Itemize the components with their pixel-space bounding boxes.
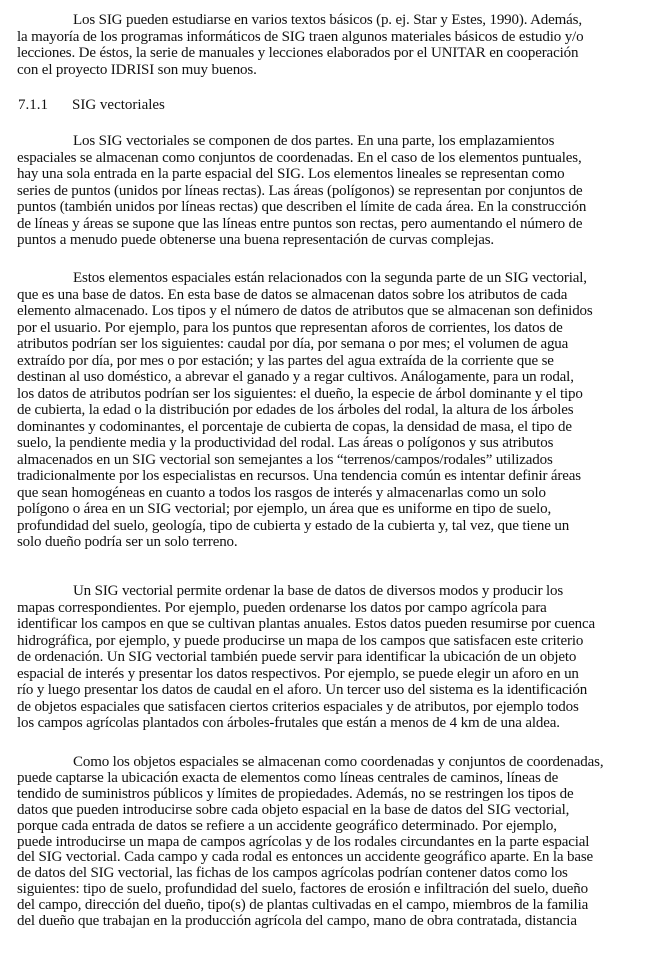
text-line: por el usuario. Por ejemplo, para los puntos que representan aforos de corrientes, los datos de [17, 319, 563, 336]
text-line: de cubierta, la edad o la distribución por edades de los árboles del rodal, la altura de los árboles [17, 402, 574, 418]
text-line: datos que pueden introducirse sobre cada objeto espacial en la base de datos del SIG vectorial, [17, 801, 570, 818]
section-number: 7.1.1 [18, 97, 48, 113]
text-line: profundidad del suelo, geología, tipo de cubierta y estado de la cubierta y, tal vez, que tiene un [17, 517, 570, 534]
text-line: tendido de suministros públicos y límites de propiedades. Además, no se restringen los tipos de [17, 785, 574, 802]
text-line: extraído por día, por mes o por estación; y las partes del agua extraída de la corriente que se [17, 352, 554, 369]
text-line: espaciales se almacenan como conjuntos de coordenadas. En el caso de los elementos puntuales, [17, 149, 582, 166]
paragraph-sorting-and-queries [17, 583, 642, 732]
section-heading [18, 97, 165, 114]
text-line: de datos del SIG vectorial, las fichas de los campos agrícolas podrían contener datos como los [17, 865, 568, 882]
text-line: del campo, dirección del dueño, tipo(s) de plantas cultivadas en el campo, miembros de la familia [17, 897, 589, 914]
text-line: mapas correspondientes. Por ejemplo, pueden ordenarse los datos por campo agrícola para [17, 599, 547, 616]
text-line: del SIG vectorial. Cada campo y cada rodal es entonces un accidente geográfico aparte. En la base [17, 849, 594, 866]
text-line: hay una sola entrada en la parte espacial del SIG. Los elementos lineales se representan como [17, 166, 565, 182]
text-line: Como los objetos espaciales se almacenan como coordenadas y conjuntos de coordenadas, [73, 754, 604, 770]
text-line: Los SIG pueden estudiarse en varios textos básicos (p. ej. Star y Estes, 1990). Además, [73, 12, 582, 28]
paragraph-coordinates-precision [17, 755, 642, 930]
paragraph-intro-references [17, 12, 642, 78]
text-line: de objetos espaciales que satisfacen ciertos criterios espaciales y de atributos, por ejemplo todos [17, 698, 579, 715]
text-line: de ordenación. Un SIG vectorial también puede servir para identificar la ubicación de un objeto [17, 649, 577, 665]
text-line: espacial de interés y presentar los datos respectivos. Por ejemplo, se puede elegir un aforo en un [17, 665, 579, 682]
text-line: destinan al uso doméstico, a abrevar el ganado y a regar cultivos. Análogamente, para un rodal, [17, 369, 574, 385]
text-line: polígono o área en un SIG vectorial; por ejemplo, un área que es uniforme en tipo de suelo, [17, 501, 552, 517]
text-line: con el proyecto IDRISI son muy buenos. [17, 61, 257, 78]
text-line: lecciones. De éstos, la serie de manuales y lecciones elaborados por el UNITAR en cooperación [17, 45, 579, 61]
text-line: series de puntos (unidos por líneas rectas). Las áreas (polígonos) se representan por conjuntos de [17, 182, 583, 199]
text-line: almacenados en un SIG vectorial son semejantes a los “terrenos/campos/rodales” utilizados [17, 451, 553, 468]
text-line: identificar los campos en que se cultivan plantas anuales. Estos datos pueden resumirse por cuenca [17, 616, 596, 632]
section-title: SIG vectoriales [72, 97, 165, 113]
text-line: tradicionalmente por los especialistas en recursos. Una tendencia común es intentar definir áreas [17, 468, 581, 484]
paragraph-attribute-database [17, 270, 642, 551]
text-line: puede captarse la ubicación exacta de elementos como líneas centrales de caminos, líneas de [17, 769, 559, 786]
text-line: dominantes y codominantes, el porcentaje de cubierta de copas, la densidad de masa, el tipo de [17, 418, 572, 435]
text-line: Los SIG vectoriales se componen de dos partes. En una parte, los emplazamientos [73, 133, 555, 149]
text-line: que es una base de datos. En esta base de datos se almacenan datos sobre los atributos de cada [17, 286, 568, 303]
text-line: la mayoría de los programas informáticos de SIG traen algunos materiales básicos de estudio y/o [17, 28, 584, 45]
text-line: elemento almacenado. Los tipos y el número de datos de atributos que se almacenan son definidos [17, 303, 593, 319]
text-line: hidrográfica, por ejemplo, y puede producirse un mapa de los campos que satisfacen este criterio [17, 632, 584, 649]
text-line: solo dueño podría ser un solo terreno. [17, 534, 238, 550]
text-line: atributos podrían ser los siguientes: caudal por día, por semana o por mes; el volumen de agua [17, 336, 569, 352]
text-line: siguientes: tipo de suelo, profundidad del suelo, factores de erosión e infiltración del suelo, dueño [17, 881, 588, 898]
text-line: los datos de atributos podrían ser los siguientes: el dueño, la especie de árbol dominante y el tipo [17, 385, 583, 402]
text-line: puntos a menudo puede obtenerse una buena representación de curvas complejas. [17, 232, 495, 248]
text-line: puede introducirse un mapa de campos agrícolas y de los rodales circundantes en la parte espacial [17, 833, 590, 850]
text-line: de líneas y áreas se supone que las líneas entre puntos son rectas, pero aumentando el número de [17, 215, 583, 232]
text-line: Un SIG vectorial permite ordenar la base de datos de diversos modos y producir los [73, 583, 564, 599]
text-line: puntos (también unidos por líneas rectas) que describen el límite de cada área. En la construcción [17, 199, 587, 215]
text-line: del dueño que trabajan en la producción agrícola del campo, mano de obra contratada, distancia [17, 913, 577, 930]
text-line: los campos agrícolas plantados con árboles-frutales que están a menos de 4 km de una aldea. [17, 715, 560, 731]
text-line: porque cada entrada de datos se refiere a un accidente geográfico determinado. Por ejemplo, [17, 817, 557, 834]
text-line: que sean homogéneas en cuanto a todos los rasgos de interés y almacenarlas como un solo [17, 484, 546, 501]
paragraph-vector-gis-parts [17, 133, 642, 249]
text-line: suelo, la pendiente media y la productividad del rodal. Las áreas o polígonos y sus atributos [17, 435, 554, 451]
text-line: Estos elementos espaciales están relacionados con la segunda parte de un SIG vectorial, [73, 270, 587, 286]
text-line: río y luego presentar los datos de caudal en el aforo. Un tercer uso del sistema es la identificación [17, 682, 588, 698]
